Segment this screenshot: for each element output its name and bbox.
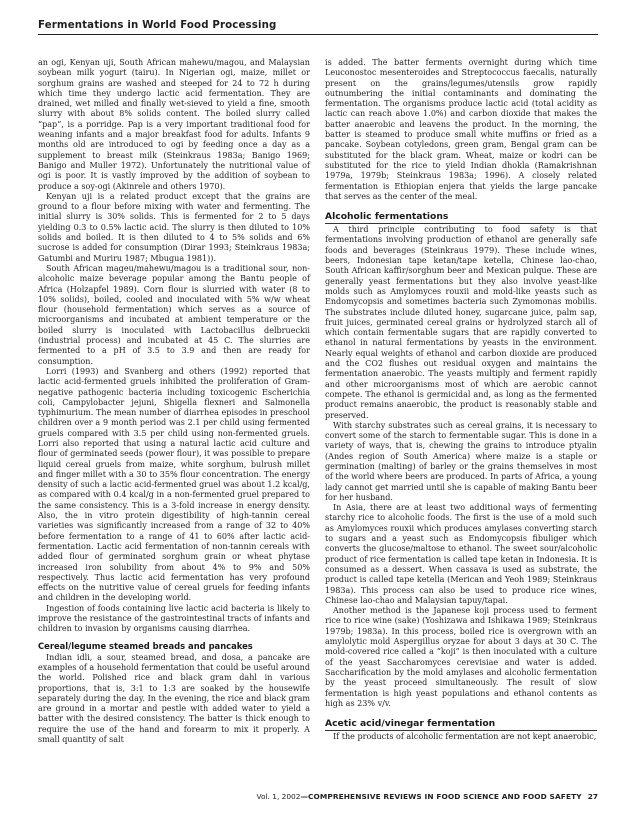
right-column bbox=[325, 58, 597, 742]
body-paragraph: Lorri (1993) and Svanberg and others (1992) reported that lactic acid-fermented gruels inhibited the proliferation of Gram-negative pathogenic bacteria including toxicogenic Escherichia coli, Campylobacter jejuni, Shigella flexneri and Salmonella typhimurium. The mean number of diarrhea episodes in preschool children over a 9 month period was 2.1 per child using fermented gruels compared with 3.5 per child using non-fermented gruels. Lorri also reported that using a natural lactic acid culture and flour of germinated seeds (power flour), it was possible to prepare liquid cereal gruels from maize, white sorghum, bulrush millet and finger millet with a 30 to 35% flour concentration. The energy density of such a lactic acid-fermented gruel was about 1.2 kcal/g, as compared with 0.4 kcal/g in a non-fermented gruel prepared to the same consistency. This is a 3-fold increase in energy density. Also, the in vitro protein digestibility of high-tannin cereal varieties was significantly increased from a range of 32 to 40% before fermentation to a range of 41 to 60% after lactic acid-fermentation. Lactic acid fermentation of non-tannin cereals with added flour of germinated sorghum grain or wheat phytase increased iron solubility from about 4% to 9% and 50% respectively. Thus lactic acid fermentation has very profound effects on the nutritive value of cereal gruels for feeding infants and children in the developing world. bbox=[38, 366, 310, 603]
section-heading: Cereal/legume steamed breads and pancakes bbox=[38, 640, 253, 651]
body-paragraph: South African mageu/mahewu/magou is a traditional sour, non-alcoholic maize beverage popular among the Bantu people of Africa (Holzapfel 1989). Corn flour is slurried with water (8 to 10% solids), boiled, cooled and inoculated with 5% w/w wheat flour (household fermentation) which serves as a source of microorganisms and incubated at ambient temperature or the boiled slurry is inoculated with Lactobacillus delbrueckii (industrial process) and incubated at 45 C. The slurries are fermented to a pH of 3.5 to 3.9 and then are ready for consumption. bbox=[38, 263, 310, 366]
footer-journal: —COMPREHENSIVE REVIEWS IN FOOD SCIENCE AND FOOD SAFETY bbox=[300, 792, 582, 801]
body-paragraph: With starchy substrates such as cereal grains, it is necessary to convert some of the starch to fermentable sugar. This is done in a variety of ways, that is, chewing the grains to introduce ptyalin (Andes region of South America) where maize is a staple or germination (malting) of barley or the grains themselves in most of the world where beers are produced. In parts of Africa, a young lady cannot get married until she is capable of making Bantu beer for her husband. bbox=[325, 420, 597, 502]
footer-volume: Vol. 1, 2002 bbox=[256, 792, 301, 801]
body-paragraph: If the products of alcoholic fermentation are not kept anaerobic, bbox=[333, 732, 597, 742]
left-column bbox=[38, 58, 310, 745]
section-heading: Acetic acid/vinegar fermentation bbox=[325, 718, 597, 731]
page-footer bbox=[257, 792, 599, 801]
section-heading: Alcoholic fermentations bbox=[325, 211, 597, 224]
body-paragraph: In Asia, there are at least two additional ways of fermenting starchy rice to alcoholic foods. The first is the use of a mold such as Amylomyces rouxii which produces amylases converting starch to sugars and a yeast such as Endomycopsis fibuliger which converts the glucose/maltose to ethanol. The sweet sour/alcoholic product of rice fermentation is called tape ketan in Indonesia. It is consumed as a dessert. When cassava is used as substrate, the product is called tape ketella (Merican and Yeoh 1989; Steinkraus 1983a). This process can also be used to produce rice wines, Chinese lao-chao and Malaysian tapuy/tapai. bbox=[325, 503, 597, 605]
body-paragraph: is added. The batter ferments overnight during which time Leuconostoc mesenteroides and Streptococcus faecalis, naturally present on the grains/legumes/utensils grow rapidly outnumbering the initial contaminants and dominating the fermentation. The organisms produce lactic acid (total acidity as lactic can reach above 1.0%) and carbon dioxide that makes the batter anaerobic and leavens the product. In the morning, the batter is steamed to produce small white muffins or fried as a pancake. Soybean cotyledons, green gram, Bengal gram can be substituted for the black gram. Wheat, maize or kodri can be substituted for the rice to yield Indian dhokla (Ramakrishnan 1979a, 1979b; Steinkraus 1983a; 1996). A closely related fermentation is Ethiopian enjera that yields the large pancake that serves as the center of the meal. bbox=[325, 58, 597, 201]
page-number: 27 bbox=[587, 792, 598, 801]
body-paragraph: Another method is the Japanese koji process used to ferment rice to rice wine (sake) (Yoshizawa and Ishikawa 1989; Steinkraus 1979b; 1983a). In this process, boiled rice is overgrown with an amylolytic mold Aspergillus oryzae for about 3 days at 30 C. The mold-covered rice called a “koji” is then inoculated with a culture of the yeast Saccharomyces cerevisiae and water is added. Saccharification by the mold amylases and alcoholic fermentation by the yeast proceed simultaneously. The result of slow fermentation is high yeast populations and ethanol contents as high as 23% v/v. bbox=[325, 606, 597, 708]
running-head: Fermentations in World Food Processing bbox=[38, 20, 598, 35]
body-paragraph: Ingestion of foods containing live lactic acid bacteria is likely to improve the resistance of the gastrointestinal tracts of infants and children to invasion by organisms causing diarrhea. bbox=[38, 603, 310, 634]
body-paragraph: Indian idli, a sour, steamed bread, and dosa, a pancake are examples of a household fermentation that could be useful around the world. Polished rice and black gram dahl in various proportions, that is, 3:1 to 1:3 are soaked by the housewife separately during the day. In the evening, the rice and black gram are ground in a mortar and pestle with added water to yield a batter with the desired consistency. The batter is thick enough to require the use of the hand and forearm to mix it properly. A small quantity of salt bbox=[38, 652, 310, 744]
body-paragraph: A third principle contributing to food safety is that fermentations involving production of ethanol are generally safe foods and beverages (Steinkraus 1979). These include wines, beers, Indonesian tape ketan/tape ketella, Chinese lao-chao, South African kaffir/sorghum beer and Mexican pulque. These are generally yeast fermentations but they also involve yeast-like molds such as Amylomyces rouxii and mold-like yeasts such as Endomycopsis and sometimes bacteria such Zymomonas mobilis. The substrates include diluted honey, sugarcane juice, palm sap, fruit juices, germinated cereal grains or hydrolyzed starch all of which contain fermentable sugars that are rapidly converted to ethanol in natural fermentations by yeasts in the environment. Nearly equal weights of ethanol and carbon dioxide are produced and the CO2 flushes out residual oxygen and maintains the fermentation anaerobic. The yeasts multiply and ferment rapidly and other microorganisms most of which are aerobic cannot compete. The ethanol is germicidal and, as long as the fermented product remains anaerobic, the product is reasonably stable and preserved. bbox=[325, 225, 597, 420]
body-paragraph: an ogi, Kenyan uji, South African mahewu/magou, and Malaysian soybean milk yogurt (tairu). In Nigerian ogi, maize, millet or sorghum grains are washed and steeped for 24 to 72 h during which time they undergo lactic acid fermentation. They are drained, wet milled and finally wet-sieved to yield a fine, smooth slurry with about 8% solids content. The boiled slurry called “pap”, is a porridge. Pap is a very important traditional food for weaning infants and a major breakfast food for adults. Infants 9 months old are introduced to ogi by feeding once a day as a supplement to breast milk (Steinkraus 1983a; Banigo 1969; Banigo and Muller 1972). Unfortunately the nutritional value of ogi is poor. It is vastly improved by the addition of soybean to produce a soy-ogi (Akinrele and others 1970). bbox=[38, 58, 310, 191]
body-paragraph: Kenyan uji is a related product except that the grains are ground to a flour before mixing with water and fermenting. The initial slurry is 30% solids. This is fermented for 2 to 5 days yielding 0.3 to 0.5% lactic acid. The slurry is then diluted to 10% solids and boiled. It is then diluted to 4 to 5% solids and 6% sucrose is added for consumption (Dirar 1993; Steinkraus 1983a; Gatumbi and Muriru 1987; Mbugua 1981)). bbox=[38, 191, 310, 263]
